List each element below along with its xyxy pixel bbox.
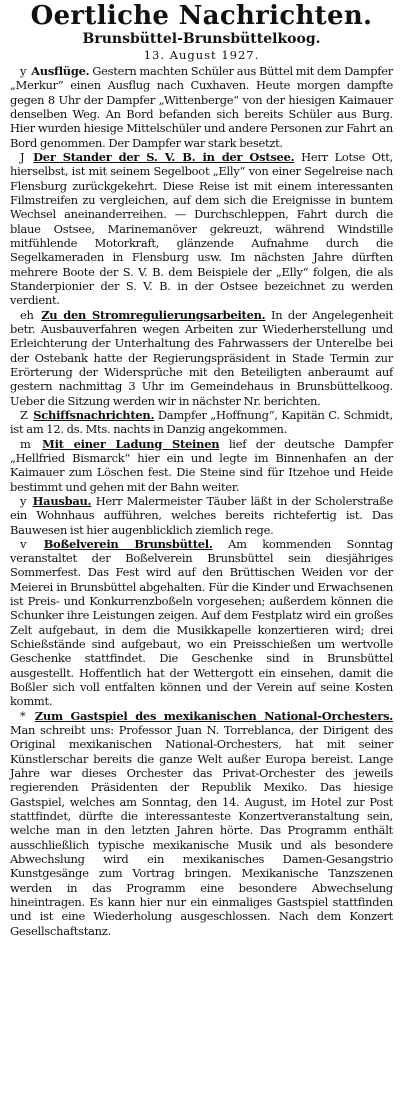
article-body: In der Angelegenheit betr. Ausbauverfahren wegen Arbeiten zur Wiederherstellung und Erleichterung der Unterhaltung des Fahrwassers der Unterelbe bei der Ostebank hatte der Regierungspräsident in Stade Termin zur Erörterung der Widersprüche mit den Beteiligten anberaumt auf gestern nachmittag 3 Uhr im Gemeindehaus in Brunsbüttelkoog. Ueber die Sitzung werden wir in nächster Nr. berichten. (10, 307, 394, 408)
article-headline: Schiffsnachrichten. (33, 407, 155, 422)
section-subtitle: Brunsbüttel-Brunsbüttelkoog. (82, 31, 321, 47)
article-body: Gestern machten Schüler aus Büttel mit dem Dampfer „Merkur“ einen Ausflug nach Cuxhaven. Heute morgen dampfte gegen 8 Uhr der Dampfer „Wittenberge“ von der hiesigen Kaimauer denselben Weg. An Bord befanden sich bereits Schüler aus Burg. Hier wurden hiesige Mittelschüler und andere Personen zur Fahrt an Bord genommen. Der Dampfer war stark besetzt. (10, 64, 394, 150)
article-headline: Der Stander der S. V. B. in der Ostsee. (33, 149, 295, 164)
article-headline: Hausbau. (32, 493, 92, 508)
article-gastspiel (10, 709, 393, 938)
article-mark: y (20, 64, 27, 78)
article-mark: eh (20, 307, 34, 322)
section-title: Oertliche Nachrichten. (30, 1, 373, 31)
article-mark: v (20, 536, 27, 551)
article-mark: y (20, 493, 27, 508)
article-mark: J (20, 149, 25, 164)
article-headline: Boßelverein Brunsbüttel. (43, 536, 213, 551)
article-mark: * (20, 708, 26, 723)
article-mark: m (20, 436, 31, 451)
issue-date: 13. August 1927. (143, 48, 260, 62)
article-body: Herr Lotse Ott, hierselbst, ist mit seinem Segelboot „Elly“ von einer Segelreise nach Flensburg zurückgekehrt. Diese Reise ist mit einem interessanten Filmstreifen zu vergleichen, auf dem sich die Ereignisse in buntem Wechsel aneinanderreihen. — Durchschleppen, Fahrt durch die blaue Ostsee, Marinemanöver gekreuzt, während Windstille mitfühlende Motorkraft, glänzende Aufnahme durch die Segelkameraden in Flensburg usw. Im nächsten Jahre dürften mehrere Boote der S. V. B. dem Beispiele der „Elly“ folgen, die als Standerpionier der S. V. B. in der Ostsee bezeichnet zu werden verdient. (10, 149, 394, 308)
article-headline: Zum Gastspiel des mexikanischen National-Orchesters. (34, 708, 394, 723)
article-hausbau (10, 494, 393, 537)
article-headline: Mit einer Ladung Steinen (42, 436, 220, 451)
article-body: Man schreibt uns: Professor Juan N. Torreblanca, der Dirigent des Original mexikanischen National-Orchesters, hat mit seiner Künstlerschar bereits die ganze Welt außer Europa bereist. Lange Jahre war dieses Orchester das Privat-Orchester des jeweils regierenden Präsidenten der Republik Mexiko. Das hiesige Gastspiel, welches am Sonntag, den 14. August, im Hotel zur Post stattfindet, dürfte die interessanteste Konzertveranstaltung sein, welche man in den letzten Jahren hörte. Das Programm enthält ausschließlich typische mexikanische Musik und als besondere Abwechslung wird ein mexikanisches Damen-Gesangstrio Kunstgesänge zum Vortrag bringen. Mexikanische Tanzszenen werden in das Programm eine besondere Abwechselung hineintragen. Es kann hier nur ein einmaliges Gastspiel stattfinden und ist eine Wiederholung ausgeschlossen. Nach dem Konzert Gesellschaftstanz. (10, 723, 393, 938)
article-bosselverein (10, 537, 393, 709)
article-stromregulierung (10, 308, 393, 408)
article-mark: Z (20, 407, 28, 422)
article-stander (10, 150, 393, 308)
article-schiffsnachrichten (10, 408, 393, 437)
article-body: Am kommenden Sonntag veranstaltet der Boßelverein Brunsbüttel sein diesjähriges Sommerfest. Das Fest wird auf den Brüttischen Weiden vor der Meierei in Brunsbüttel abgehalten. Für die Kinder und Erwachsenen ist Preis- und Konkurrenzboßeln vorgesehen; außerdem können die Schunker ihre Leistungen zeigen. Auf dem Festplatz wird ein großes Zelt aufgebaut, in dem die Musikkapelle konzertieren wird; drei Schießstände sind aufgebaut, wo ein Preisschießen um wertvolle Geschenke stattfindet. Die Geschenke sind in Brunsbüttel ausgestellt. Hoffentlich hat der Wettergott ein einsehen, damit die Boßler sich voll entfalten können und der Verein auf seine Kosten kommt. (10, 536, 393, 709)
article-headline: Zu den Stromregulierungsarbeiten. (41, 307, 266, 322)
article-body: Dampfer „Hoffnung“, Kapitän C. Schmidt, ist am 12. ds. Mts. nachts in Danzig angekommen. (10, 407, 393, 437)
article-steinladung (10, 437, 393, 494)
article-body: lief der deutsche Dampfer „Hellfried Bismarck“ hier ein und legte im Binnenhafen an der Kaimauer zum Löschen fest. Die Steine sind für Itzehoe und Heide bestimmt und gehen mit der Bahn weiter. (10, 436, 393, 494)
article-body: Herr Malermeister Täuber läßt in der Scholerstraße ein Wohnhaus aufführen, welches bereits richtefertig ist. Das Bauwesen ist hier augenblicklich ziemlich rege. (10, 493, 393, 537)
article-headline: Ausflüge. (31, 64, 90, 78)
article-ausfluege (10, 64, 393, 150)
